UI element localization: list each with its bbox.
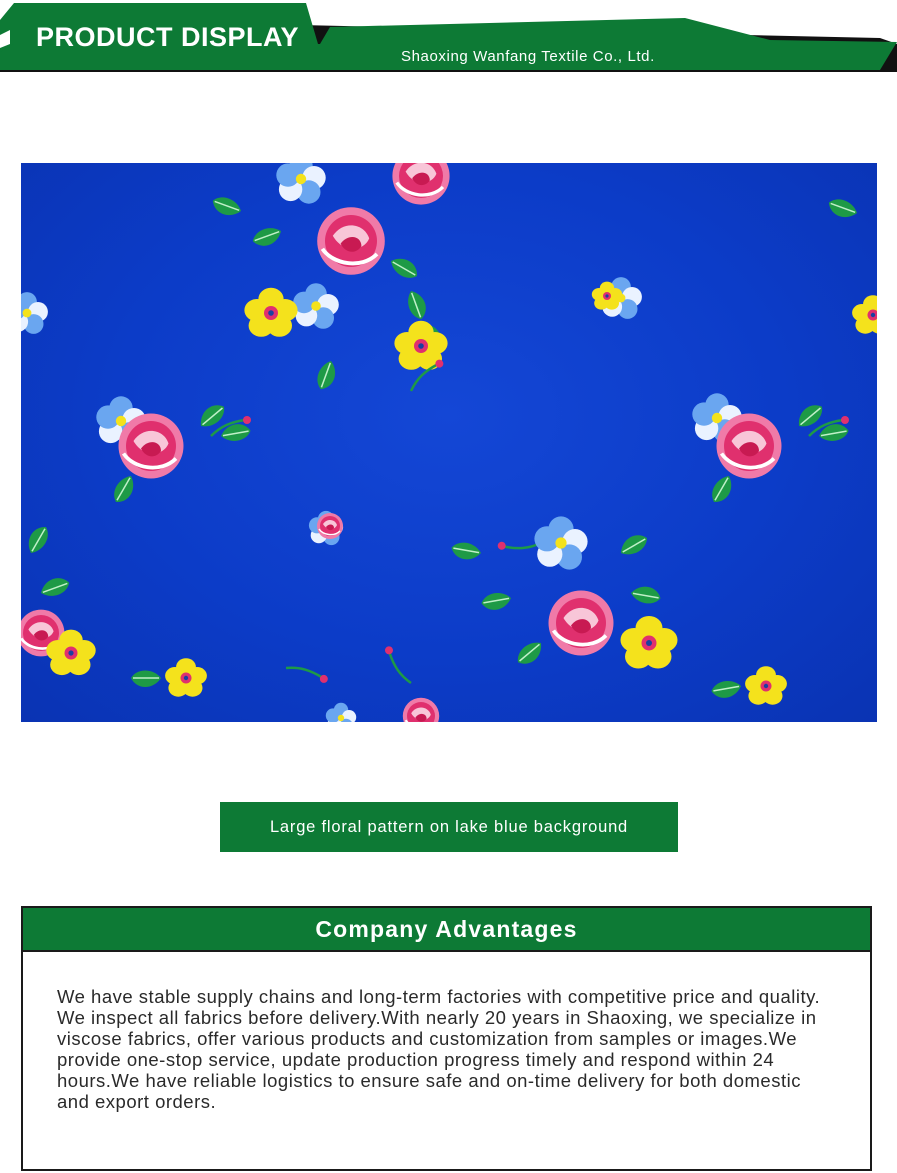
advantages-title: Company Advantages <box>23 908 870 952</box>
product-image <box>21 163 877 722</box>
floral-fabric-illustration <box>21 163 877 722</box>
advantages-text: We have stable supply chains and long-term factories with competitive price and quality. We inspect all fabrics before delivery.With nearly 20 years in Shaoxing, we specialize in viscose fabrics, offer various products and customization from samples or images.We provide one-stop service, update production progress timely and respond within 24 hours.We have reliable logistics to ensure safe and on-time delivery for both domestic and export orders. <box>57 986 821 1112</box>
company-advantages-section <box>21 906 872 1171</box>
page-title: PRODUCT DISPLAY <box>36 22 300 52</box>
header-banner <box>0 0 897 72</box>
company-name: Shaoxing Wanfang Textile Co., Ltd. <box>401 48 655 65</box>
product-caption: Large floral pattern on lake blue background <box>220 802 678 852</box>
